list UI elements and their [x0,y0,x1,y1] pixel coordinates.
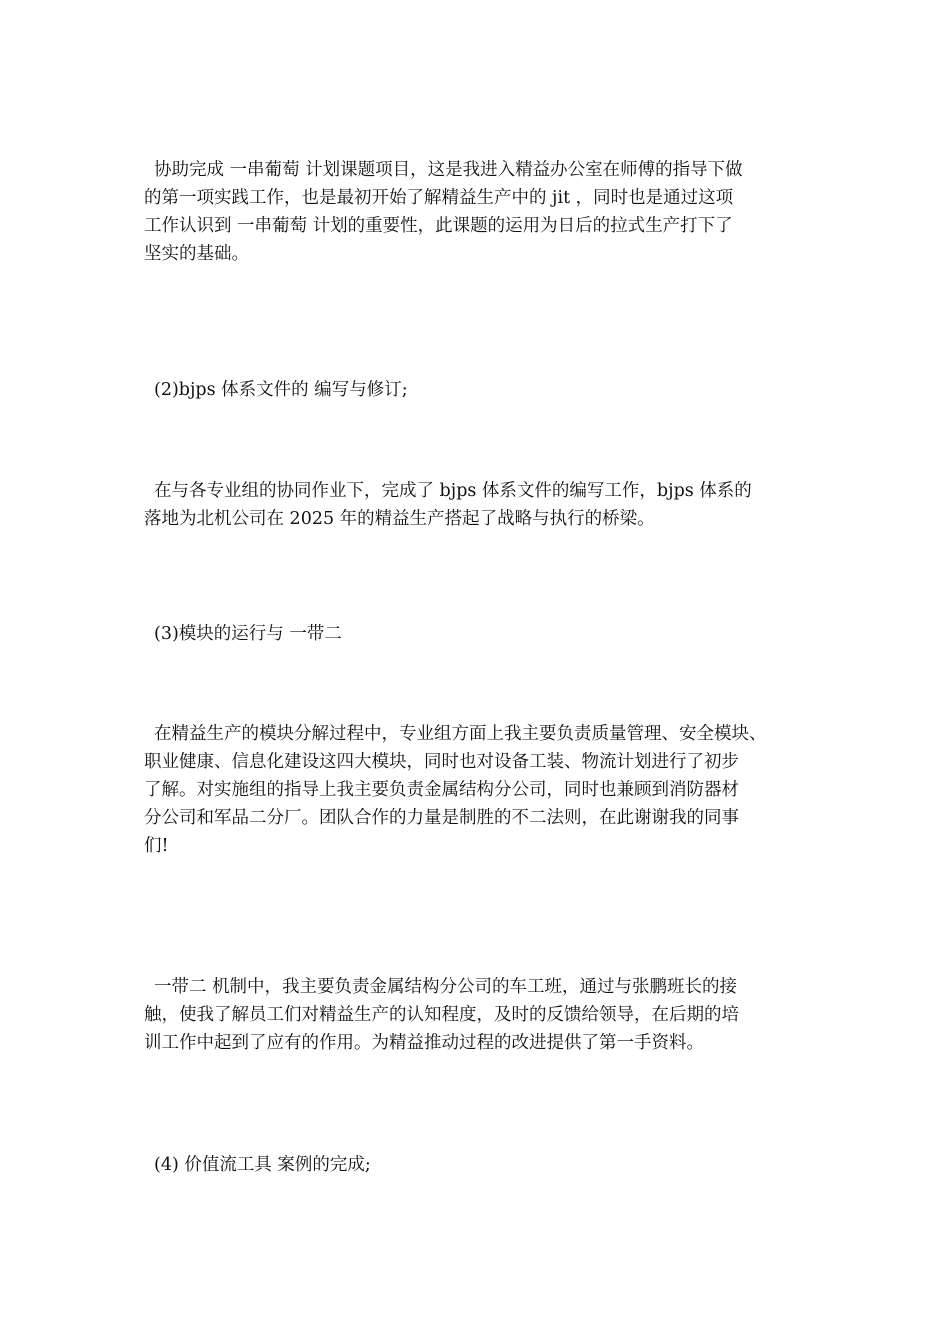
paragraph-line: 工作认识到 一串葡萄 计划的重要性，此课题的运用为日后的拉式生产打下了 [144,216,733,236]
heading-line: (3)模块的运行与 一带二 [154,624,342,644]
section-heading-3 [144,620,834,648]
paragraph-line: 在精益生产的模块分解过程中，专业组方面上我主要负责质量管理、安全模块、 [154,724,767,744]
paragraph-line: 们! [144,836,169,856]
paragraph-line: 分公司和军品二分厂。团队合作的力量是制胜的不二法则，在此谢谢我的同事 [144,808,739,828]
paragraph-line: 触，使我了解员工们对精益生产的认知程度，及时的反馈给领导，在后期的培 [144,1005,739,1025]
paragraph-line: 的第一项实践工作，也是最初开始了解精益生产中的 jit ，同时也是通过这项 [144,188,734,208]
paragraph-line: 一带二 机制中，我主要负责金属结构分公司的车工班，通过与张鹏班长的接 [154,977,738,997]
paragraph-line: 了解。对实施组的指导上我主要负责金属结构分公司，同时也兼顾到消防器材 [144,780,739,800]
paragraph-2 [144,477,834,533]
paragraph-line: 在与各专业组的协同作业下，完成了 bjps 体系文件的编写工作，bjps 体系的 [154,481,752,501]
heading-line: (4) 价值流工具 案例的完成; [154,1155,371,1175]
paragraph-line: 协助完成 一串葡萄 计划课题项目，这是我进入精益办公室在师傅的指导下做 [154,160,743,180]
section-heading-2 [144,376,834,404]
heading-line: (2)bjps 体系文件的 编写与修订; [154,380,408,400]
paragraph-line: 训工作中起到了应有的作用。为精益推动过程的改进提供了第一手资料。 [144,1033,704,1053]
paragraph-line: 落地为北机公司在 2025 年的精益生产搭起了战略与执行的桥梁。 [144,509,655,529]
paragraph-3 [144,720,834,860]
paragraph-line: 职业健康、信息化建设这四大模块，同时也对设备工装、物流计划进行了初步 [144,752,739,772]
paragraph-line: 坚实的基础。 [144,244,249,264]
paragraph-1 [144,156,834,268]
section-heading-4 [144,1151,834,1179]
paragraph-4 [144,973,834,1057]
